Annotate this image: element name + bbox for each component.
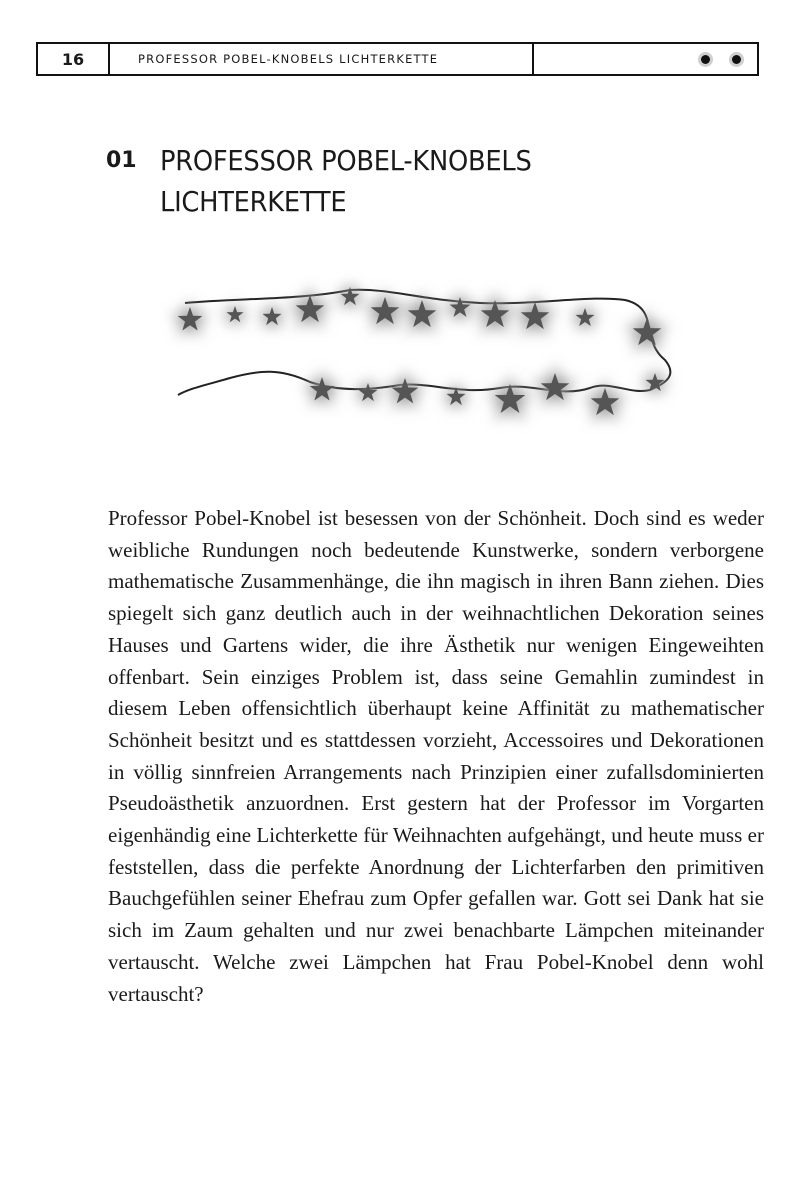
dot-icon xyxy=(701,55,710,64)
lichterkette-illustration xyxy=(160,270,700,440)
chapter-number: 01 xyxy=(106,148,137,173)
body-text: Professor Pobel-Knobel ist besessen von der Schönheit. Doch sind es weder weibliche Rundungen noch bedeutende Kunstwerke, sondern verborgene mathematische Zusammenhänge, die ihn magisch in ihren Bann ziehen. Dies spiegelt sich ganz deutlich auch in der weihnachtlichen Dekoration seines Hauses und Gartens wider, die ihre Ästhetik nur wenigen Eingeweihten offenbart. Sein einziges Problem ist, dass seine Gemahlin zumindest in diesem Leben offensichtlich überhaupt keine Affinität zu mathematischer Schönheit besitzt und es stattdessen vorzieht, Accessoires und Dekorationen in völlig sinnfreien Arrangements nach Prinzipien einer zufallsdominierten Pseudoästhetik anzuordnen. Erst gestern hat der Professor im Vorgarten eigenhändig eine Lichterkette für Weihnachten aufgehängt, und heute muss er feststellen, dass die perfekte Anordnung der Lichterfarben den primitiven Bauchgefühlen seiner Ehefrau zum Opfer gefallen war. Gott sei Dank hat sie sich im Zaum gehalten und nur zwei benachbarte Lämpchen miteinander vertauscht. Welche zwei Lämpchen hat Frau Pobel-Knobel denn wohl vertauscht? xyxy=(108,506,764,1006)
chapter-title-line-2: LICHTERKETTE xyxy=(160,185,347,218)
running-title: PROFESSOR POBEL-KNOBELS LICHTERKETTE xyxy=(110,44,534,74)
star-group xyxy=(170,281,670,422)
running-header xyxy=(36,42,759,76)
header-dots xyxy=(534,44,757,74)
chapter-title xyxy=(160,140,602,222)
chapter-title-line-1: PROFESSOR POBEL-KNOBELS xyxy=(160,144,532,177)
page-number: 16 xyxy=(38,44,110,74)
dot-icon xyxy=(732,55,741,64)
